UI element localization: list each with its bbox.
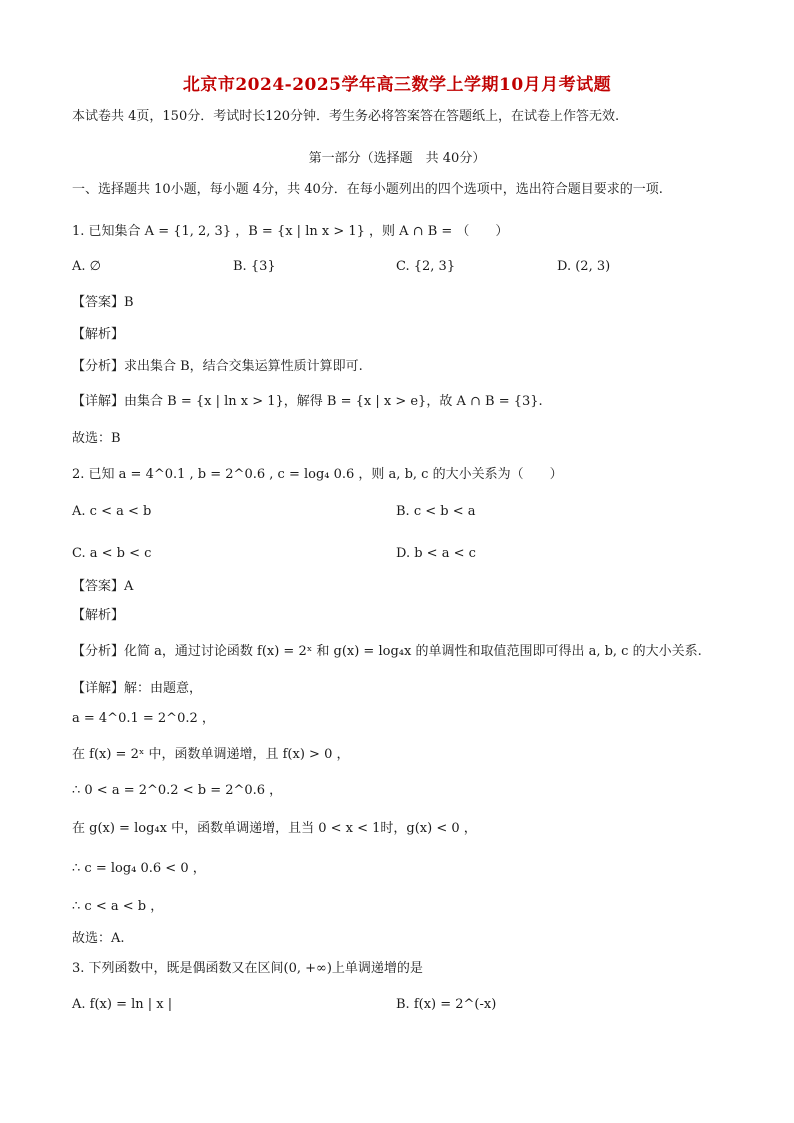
q2-step-3: ∴ 0 < a = 2^0.2 < b = 2^0.6 ， bbox=[72, 783, 283, 798]
q1-jiexi-label: 【解析】 bbox=[72, 327, 125, 342]
question-2-stem: 2. 已知 a = 4^0.1 , b = 2^0.6 , c = log₄ 0.6 ，则 a, b, c 的大小关系为（ ） bbox=[72, 467, 563, 482]
q2-option-c: C. a < b < c bbox=[72, 546, 152, 561]
q1-conclusion: 故选：B bbox=[72, 431, 121, 446]
q2-answer: 【答案】A bbox=[72, 579, 134, 594]
section-heading: 一、选择题共 10小题，每小题 4分，共 40分．在每小题列出的四个选项中，选出符合题目要求的一项. bbox=[72, 182, 663, 197]
q2-option-b: B. c < b < a bbox=[396, 504, 476, 519]
question-3-stem: 3. 下列函数中，既是偶函数又在区间(0, +∞)上单调递增的是 bbox=[72, 961, 423, 976]
q2-option-d: D. b < a < c bbox=[396, 546, 476, 561]
document-title: 北京市2024-2025学年高三数学上学期10月月考试题 bbox=[182, 75, 612, 95]
q1-analysis: 【分析】求出集合 B，结合交集运算性质计算即可. bbox=[72, 359, 363, 374]
q1-answer: 【答案】B bbox=[72, 295, 134, 310]
q2-step-5: ∴ c = log₄ 0.6 < 0 ， bbox=[72, 861, 206, 876]
q2-jiexi-label: 【解析】 bbox=[72, 608, 125, 623]
q2-option-a: A. c < a < b bbox=[72, 504, 152, 519]
q2-step-1: a = 4^0.1 = 2^0.2 ， bbox=[72, 711, 215, 726]
q2-step-6: ∴ c < a < b ， bbox=[72, 899, 164, 914]
q2-detail: 【详解】解：由题意， bbox=[72, 681, 203, 696]
q1-option-a: A. ∅ bbox=[72, 259, 101, 274]
part-heading: 第一部分（选择题 共 40分） bbox=[308, 151, 486, 166]
q1-detail: 【详解】由集合 B = {x | ln x > 1}，解得 B = {x | x > e}，故 A ∩ B = {3}. bbox=[72, 394, 543, 409]
q1-option-d: D. (2, 3) bbox=[557, 259, 611, 274]
q2-analysis: 【分析】化简 a，通过讨论函数 f(x) = 2ˣ 和 g(x) = log₄x 的单调性和取值范围即可得出 a, b, c 的大小关系. bbox=[72, 644, 702, 659]
q1-option-b: B. {3} bbox=[233, 259, 276, 274]
q3-option-b: B. f(x) = 2^(-x) bbox=[396, 997, 497, 1012]
exam-intro: 本试卷共 4页，150分．考试时长120分钟．考生务必将答案答在答题纸上，在试卷上作答无效. bbox=[72, 109, 620, 124]
question-1-stem: 1. 已知集合 A = {1, 2, 3} ，B = {x | ln x > 1} ，则 A ∩ B = （ ） bbox=[72, 224, 509, 239]
q1-option-c: C. {2, 3} bbox=[396, 259, 456, 274]
q2-conclusion: 故选：A. bbox=[72, 931, 125, 946]
q3-option-a: A. f(x) = ln | x | bbox=[72, 997, 173, 1012]
q2-step-2: 在 f(x) = 2ˣ 中，函数单调递增，且 f(x) > 0 ， bbox=[72, 747, 350, 762]
q2-step-4: 在 g(x) = log₄x 中，函数单调递增，且当 0 < x < 1时，g(x) < 0 ， bbox=[72, 821, 477, 836]
